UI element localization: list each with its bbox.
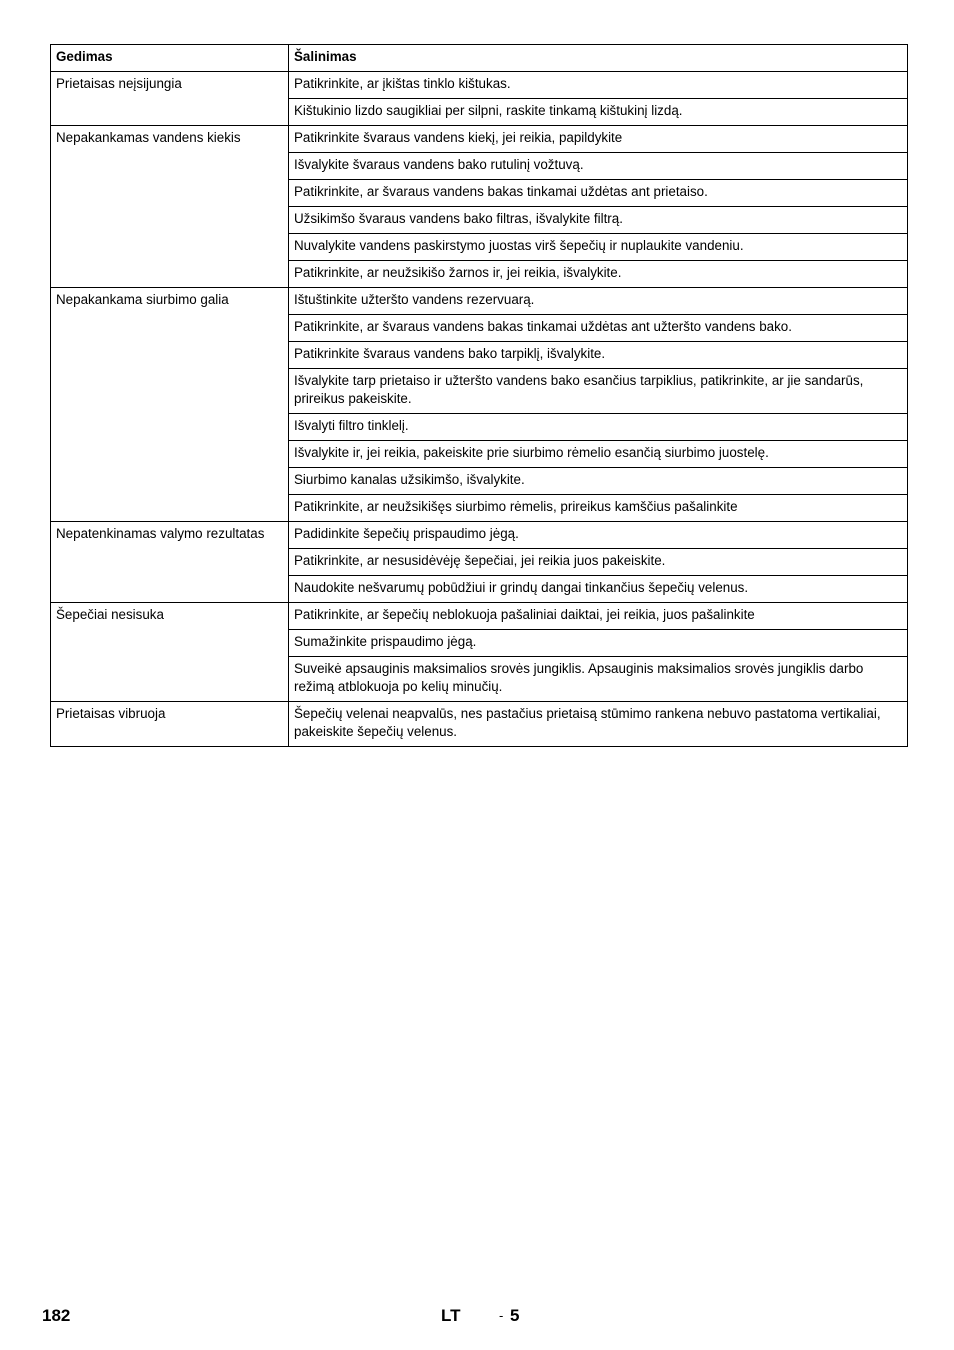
language-code: LT	[441, 1306, 461, 1325]
remedy-cell: Sumažinkite prispaudimo jėgą.	[289, 630, 908, 657]
remedy-cell: Patikrinkite švaraus vandens kiekį, jei reikia, papildykite	[289, 126, 908, 153]
table-row	[51, 126, 908, 153]
remedy-cell: Patikrinkite, ar šepečių neblokuoja pašaliniai daiktai, jei reikia, juos pašalinkite	[289, 603, 908, 630]
page-number: 182	[42, 1306, 71, 1325]
remedy-cell: Išvalykite švaraus vandens bako rutulinį vožtuvą.	[289, 153, 908, 180]
remedy-cell: Suveikė apsauginis maksimalios srovės jungiklis. Apsauginis maksimalios srovės jungiklis darbo režimą atblokuoja po kelių minučių.	[289, 657, 908, 702]
remedy-cell: Patikrinkite, ar nesusidėvėję šepečiai, jei reikia juos pakeiskite.	[289, 549, 908, 576]
table-row	[51, 288, 908, 315]
table-row	[51, 603, 908, 630]
header-fault: Gedimas	[51, 45, 289, 72]
fault-cell: Prietaisas vibruoja	[51, 702, 289, 747]
table-header-row	[51, 45, 908, 72]
remedy-cell: Patikrinkite, ar švaraus vandens bakas tinkamai uždėtas ant prietaiso.	[289, 180, 908, 207]
table-row	[51, 72, 908, 99]
remedy-cell: Išvalykite ir, jei reikia, pakeiskite prie siurbimo rėmelio esančią siurbimo juostelę.	[289, 441, 908, 468]
remedy-cell: Patikrinkite, ar neužsikišo žarnos ir, jei reikia, išvalykite.	[289, 261, 908, 288]
remedy-cell: Patikrinkite švaraus vandens bako tarpiklį, išvalykite.	[289, 342, 908, 369]
header-remedy: Šalinimas	[289, 45, 908, 72]
fault-cell: Nepatenkinamas valymo rezultatas	[51, 522, 289, 603]
fault-cell: Nepakankamas vandens kiekis	[51, 126, 289, 288]
remedy-cell: Siurbimo kanalas užsikimšo, išvalykite.	[289, 468, 908, 495]
fault-cell: Nepakankama siurbimo galia	[51, 288, 289, 522]
fault-cell: Prietaisas neįsijungia	[51, 72, 289, 126]
remedy-cell: Naudokite nešvarumų pobūdžiui ir grindų dangai tinkančius šepečių velenus.	[289, 576, 908, 603]
troubleshooting-table	[50, 44, 908, 747]
section-number: 5	[510, 1306, 520, 1325]
table-row	[51, 702, 908, 747]
remedy-cell: Kištukinio lizdo saugikliai per silpni, raskite tinkamą kištukinį lizdą.	[289, 99, 908, 126]
remedy-cell: Ištuštinkite užteršto vandens rezervuarą.	[289, 288, 908, 315]
remedy-cell: Išvalykite tarp prietaiso ir užteršto vandens bako esančius tarpiklius, patikrinkite, ar jie sandarūs, prireikus pakeiskite.	[289, 369, 908, 414]
remedy-cell: Padidinkite šepečių prispaudimo jėgą.	[289, 522, 908, 549]
footer-separator: -	[499, 1308, 504, 1323]
remedy-cell: Patikrinkite, ar neužsikišęs siurbimo rėmelis, prireikus kamščius pašalinkite	[289, 495, 908, 522]
remedy-cell: Patikrinkite, ar įkištas tinklo kištukas.	[289, 72, 908, 99]
remedy-cell: Nuvalykite vandens paskirstymo juostas virš šepečių ir nuplaukite vandeniu.	[289, 234, 908, 261]
table-row	[51, 522, 908, 549]
remedy-cell: Patikrinkite, ar švaraus vandens bakas tinkamai uždėtas ant užteršto vandens bako.	[289, 315, 908, 342]
table-body	[51, 72, 908, 747]
remedy-cell: Šepečių velenai neapvalūs, nes pastačius prietaisą stūmimo rankena nebuvo pastatoma vertikaliai, pakeiskite šepečių velenus.	[289, 702, 908, 747]
remedy-cell: Išvalyti filtro tinklelį.	[289, 414, 908, 441]
fault-cell: Šepečiai nesisuka	[51, 603, 289, 702]
remedy-cell: Užsikimšo švaraus vandens bako filtras, išvalykite filtrą.	[289, 207, 908, 234]
